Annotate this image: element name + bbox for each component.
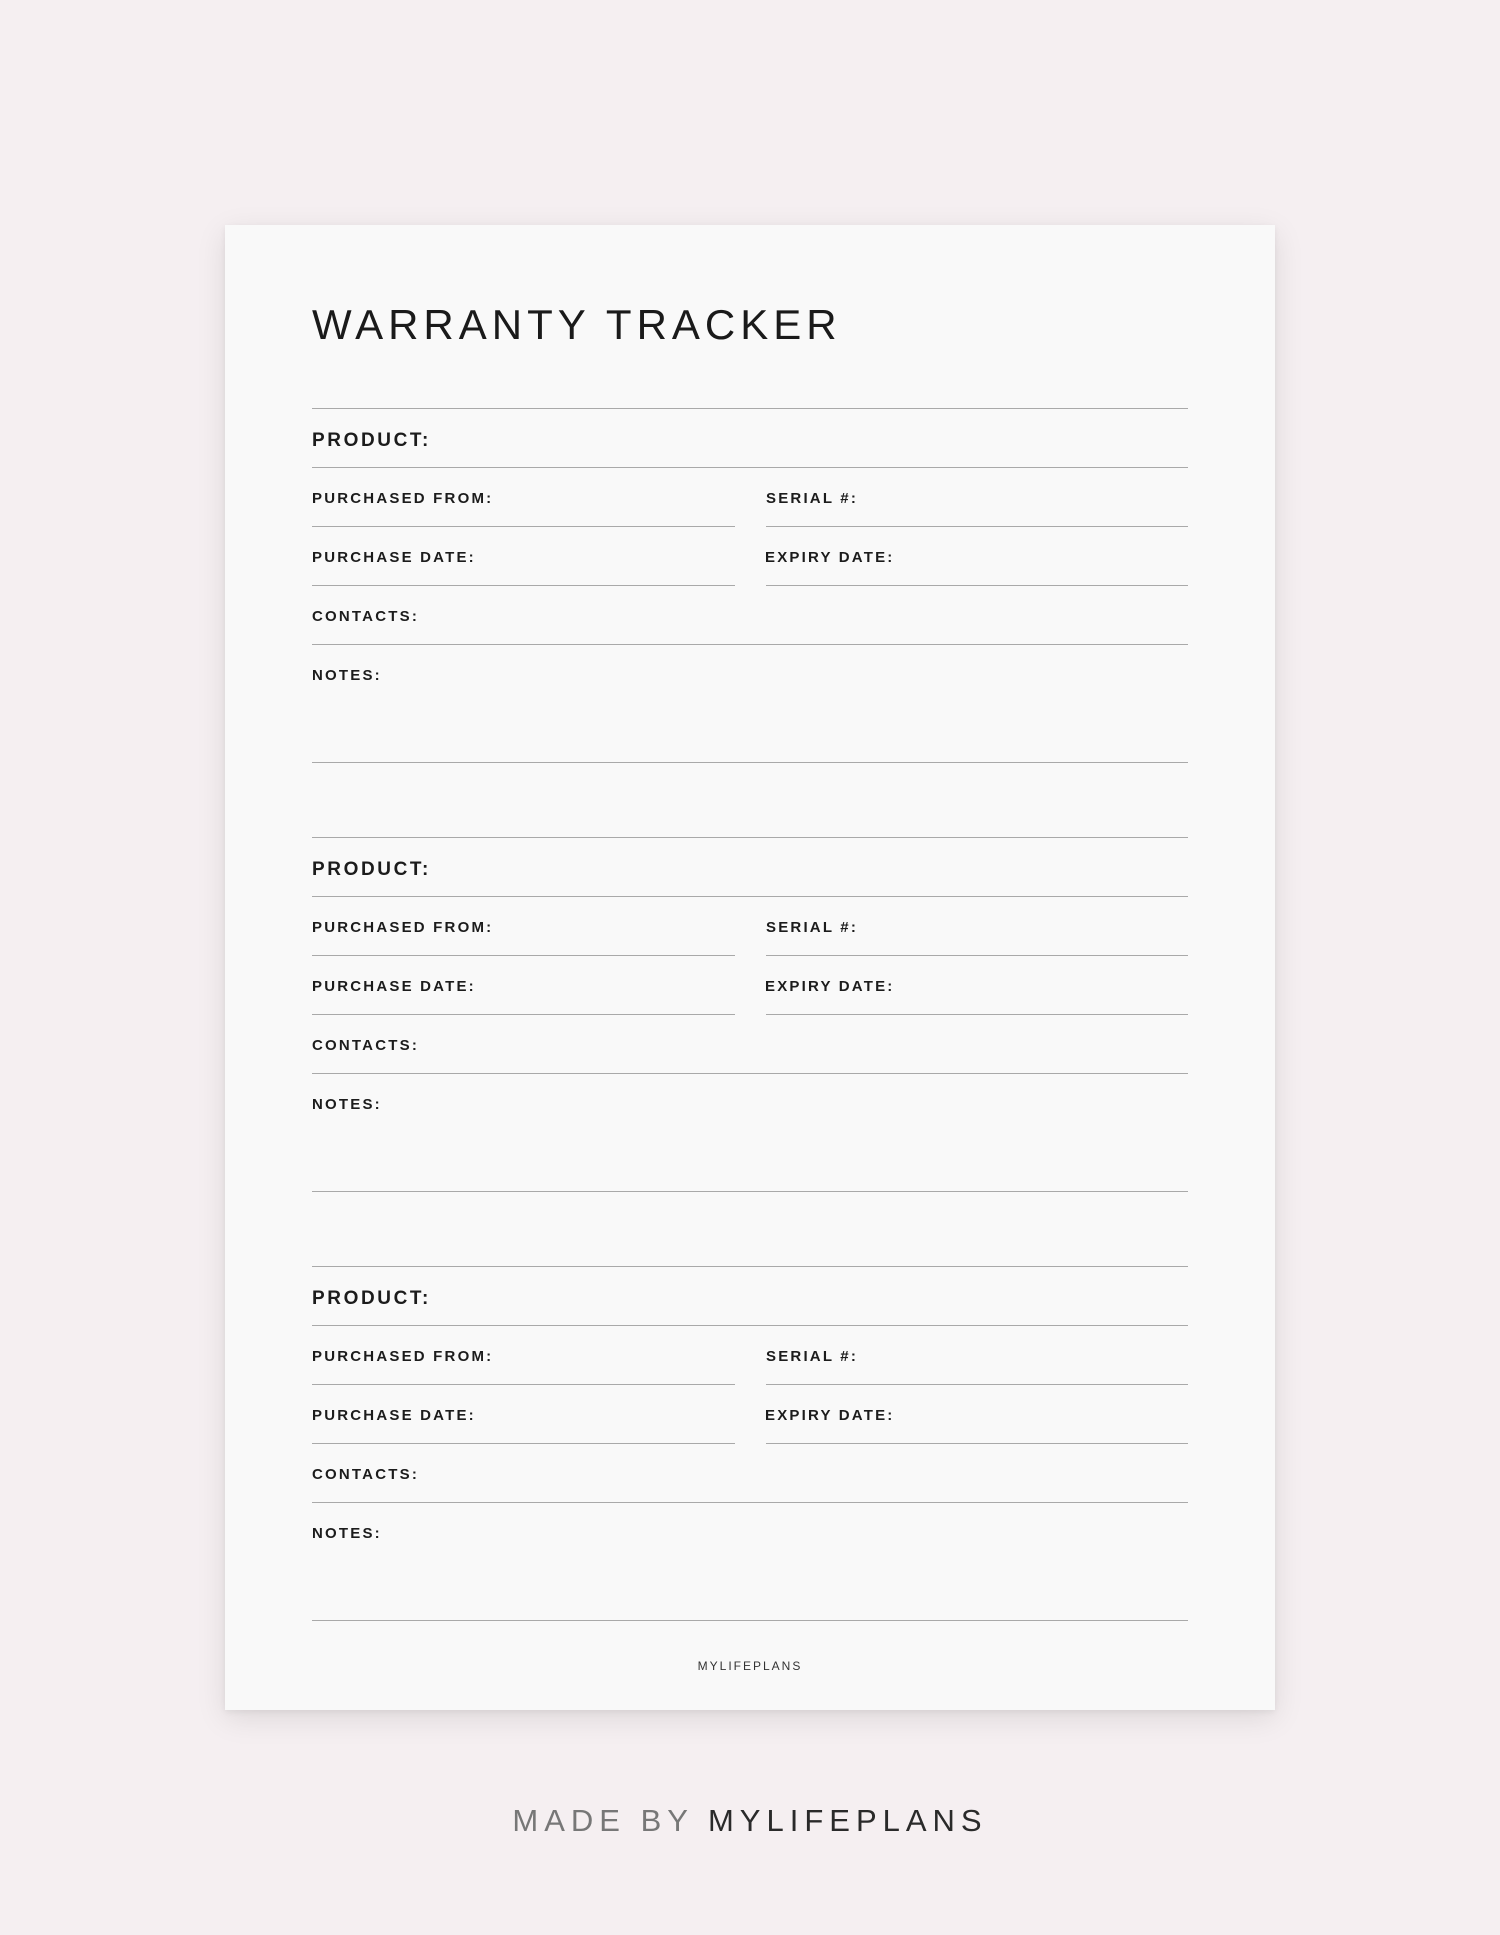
contacts-label: CONTACTS: xyxy=(312,608,420,625)
serial-field-line[interactable] xyxy=(766,955,1188,956)
notes-field-line[interactable] xyxy=(312,1191,1188,1192)
product-label: PRODUCT: xyxy=(312,430,431,451)
serial-field-line[interactable] xyxy=(766,526,1188,527)
purchase-date-label: PURCHASE DATE: xyxy=(312,978,476,995)
product-field-line[interactable] xyxy=(312,467,1188,468)
purchase-date-field-line[interactable] xyxy=(312,1443,735,1444)
purchase-date-field-line[interactable] xyxy=(312,1014,735,1015)
purchased-from-field-line[interactable] xyxy=(312,1384,735,1385)
section-top-rule xyxy=(312,408,1188,409)
notes-label: NOTES: xyxy=(312,1525,382,1542)
contacts-field-line[interactable] xyxy=(312,644,1188,645)
notes-field-line[interactable] xyxy=(312,1620,1188,1621)
warranty-section-3 xyxy=(312,1266,1188,1621)
section-top-rule xyxy=(312,837,1188,838)
purchase-date-label: PURCHASE DATE: xyxy=(312,549,476,566)
notes-label: NOTES: xyxy=(312,667,382,684)
product-label: PRODUCT: xyxy=(312,859,431,880)
purchased-from-label: PURCHASED FROM: xyxy=(312,490,494,507)
expiry-date-field-line[interactable] xyxy=(766,1443,1188,1444)
contacts-label: CONTACTS: xyxy=(312,1037,420,1054)
purchased-from-field-line[interactable] xyxy=(312,955,735,956)
contacts-field-line[interactable] xyxy=(312,1073,1188,1074)
expiry-date-label: EXPIRY DATE: xyxy=(765,1407,895,1424)
planner-sheet xyxy=(225,225,1275,1710)
contacts-field-line[interactable] xyxy=(312,1502,1188,1503)
serial-field-line[interactable] xyxy=(766,1384,1188,1385)
serial-label: SERIAL #: xyxy=(766,1348,859,1365)
page-title: WARRANTY TRACKER xyxy=(312,301,842,348)
product-field-line[interactable] xyxy=(312,896,1188,897)
made-by-caption xyxy=(0,1803,1500,1839)
made-by-prefix: MADE BY xyxy=(512,1803,708,1838)
product-field-line[interactable] xyxy=(312,1325,1188,1326)
notes-label: NOTES: xyxy=(312,1096,382,1113)
purchased-from-field-line[interactable] xyxy=(312,526,735,527)
expiry-date-field-line[interactable] xyxy=(766,1014,1188,1015)
warranty-section-2 xyxy=(312,837,1188,1192)
notes-field-line[interactable] xyxy=(312,762,1188,763)
serial-label: SERIAL #: xyxy=(766,490,859,507)
serial-label: SERIAL #: xyxy=(766,919,859,936)
expiry-date-label: EXPIRY DATE: xyxy=(765,978,895,995)
made-by-brand: MYLIFEPLANS xyxy=(707,1803,988,1838)
purchased-from-label: PURCHASED FROM: xyxy=(312,1348,494,1365)
warranty-section-1 xyxy=(312,408,1188,763)
purchase-date-field-line[interactable] xyxy=(312,585,735,586)
expiry-date-label: EXPIRY DATE: xyxy=(765,549,895,566)
contacts-label: CONTACTS: xyxy=(312,1466,420,1483)
section-top-rule xyxy=(312,1266,1188,1267)
purchase-date-label: PURCHASE DATE: xyxy=(312,1407,476,1424)
expiry-date-field-line[interactable] xyxy=(766,585,1188,586)
sheet-footer-brand: MYLIFEPLANS xyxy=(697,1659,803,1673)
product-label: PRODUCT: xyxy=(312,1288,431,1309)
purchased-from-label: PURCHASED FROM: xyxy=(312,919,494,936)
